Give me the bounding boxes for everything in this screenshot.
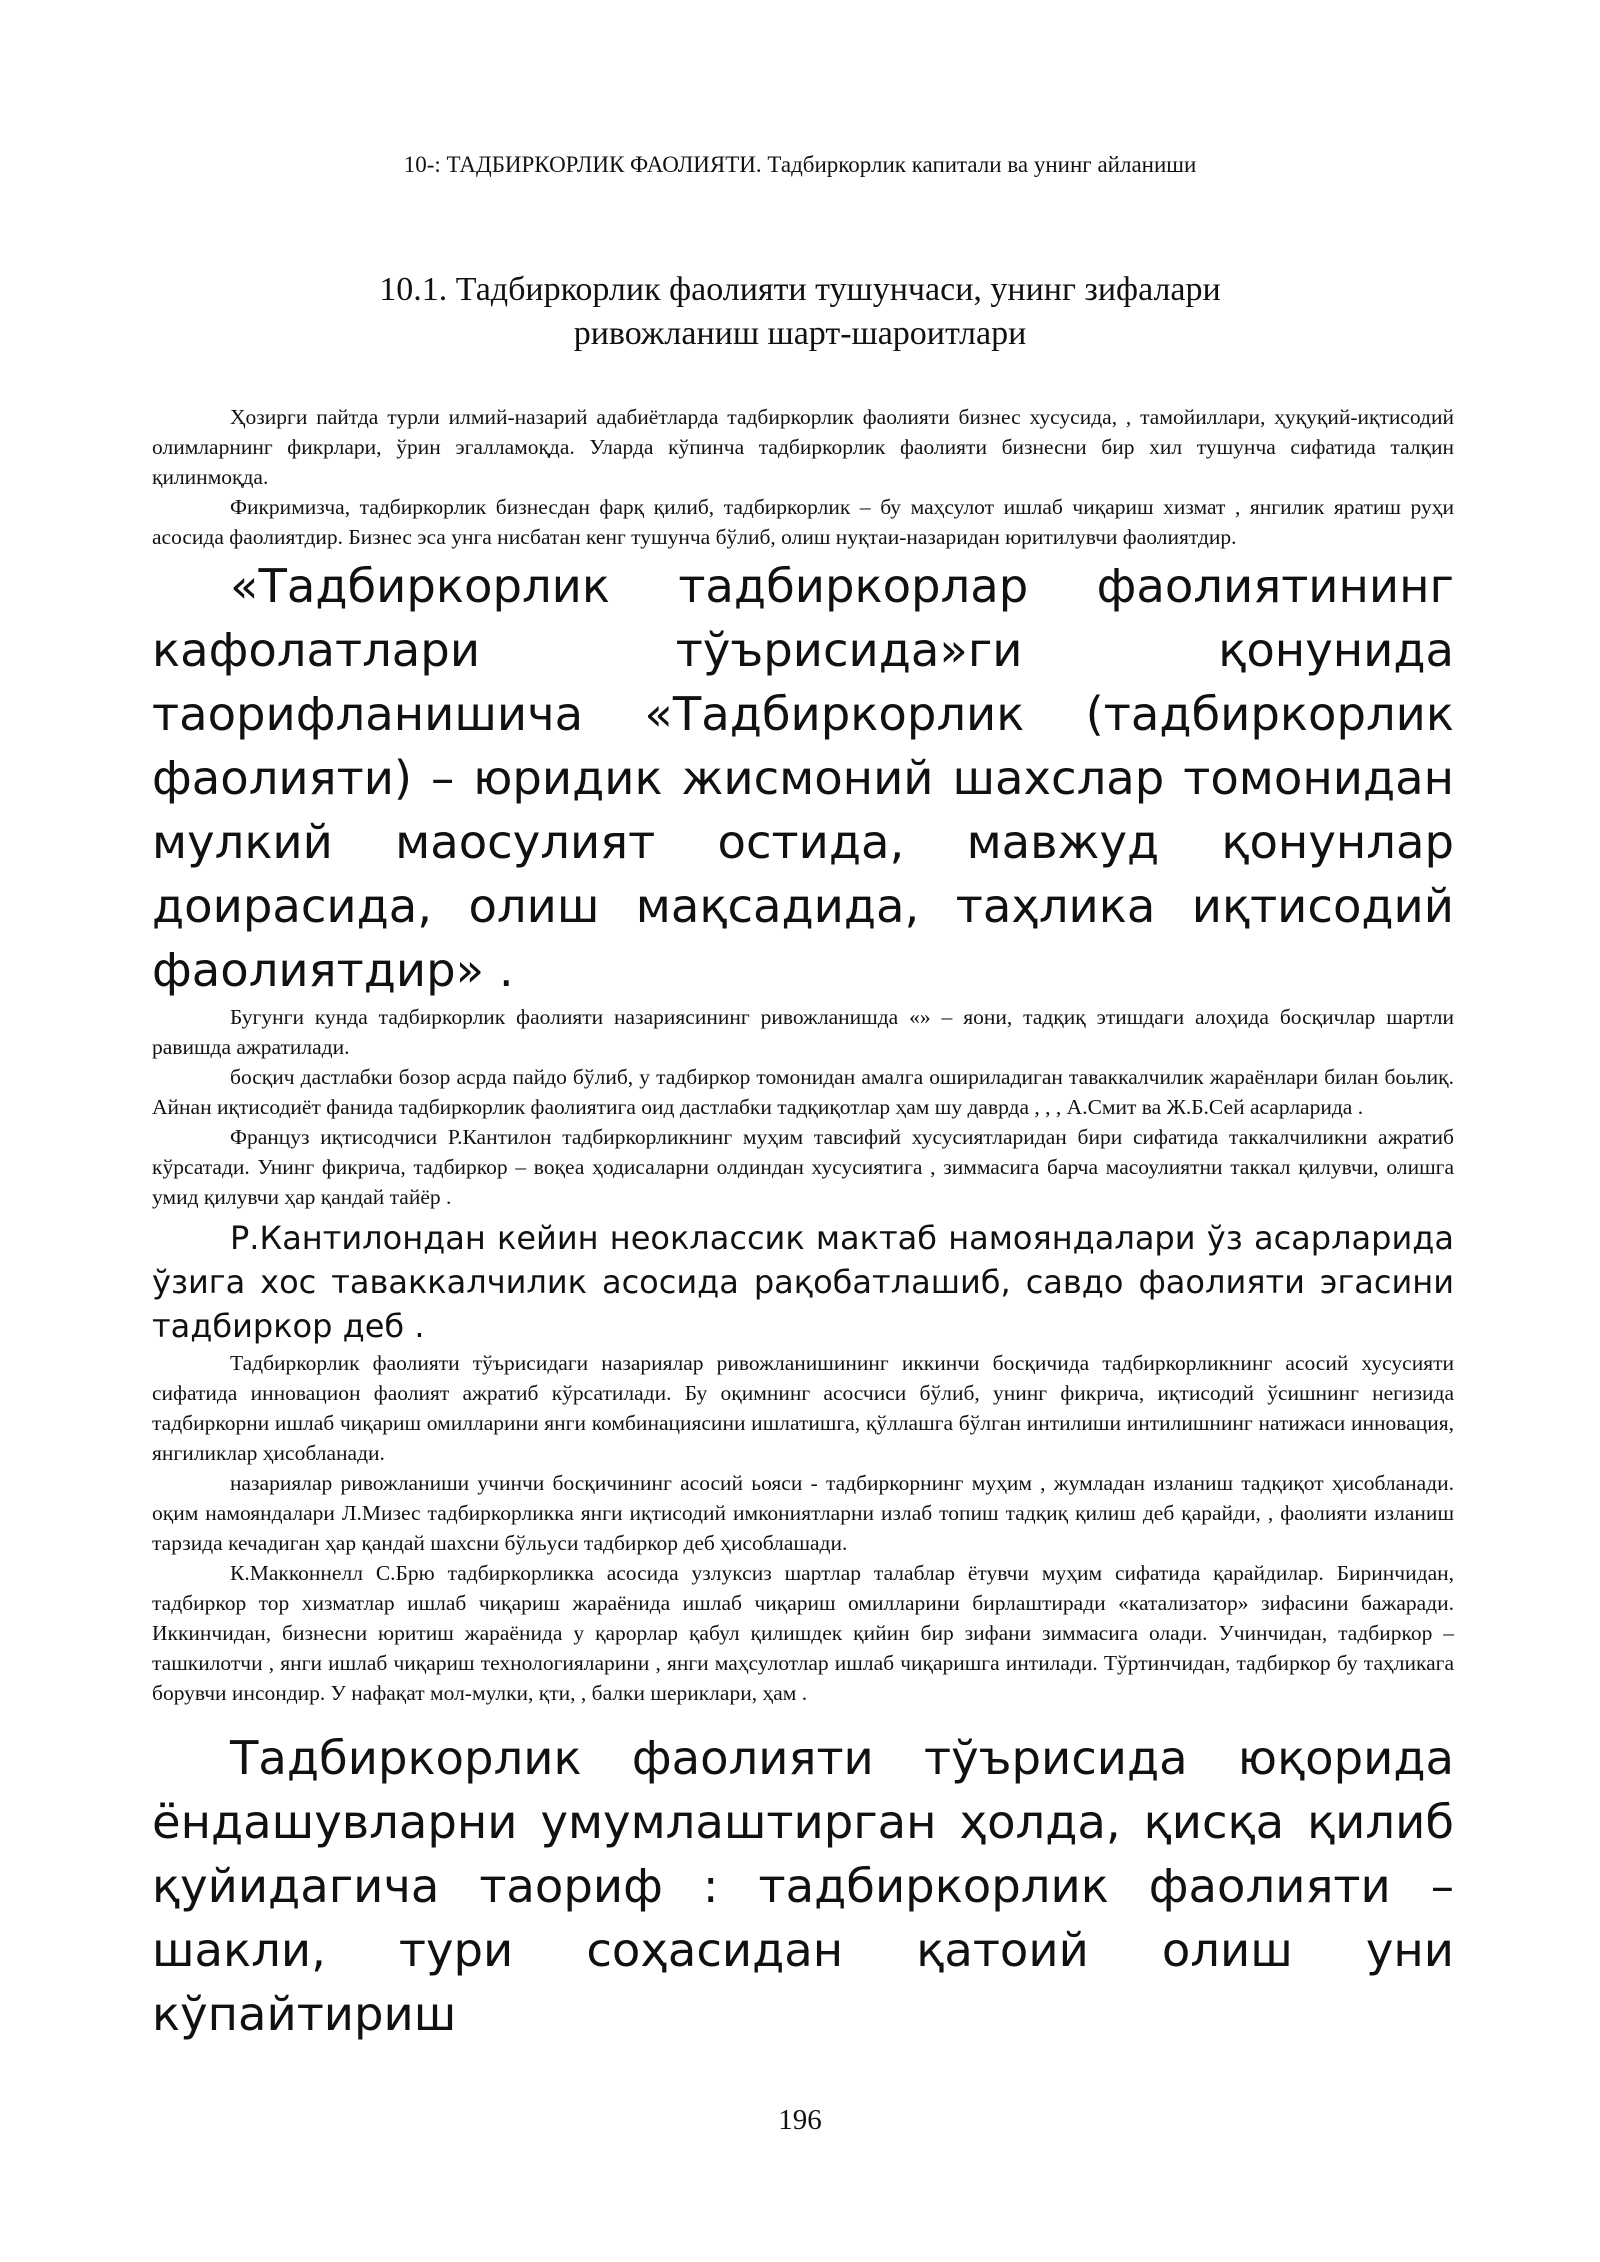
page-number: 196: [778, 2104, 822, 2136]
section-title: [300, 268, 1300, 356]
paragraph-law-definition: «Тадбиркорлик тадбиркорлар фаолиятининг кафолатлари тўърисида»ги қонунида таорифланишича «Тадбиркорлик (тадбиркорлик фаолияти) – юридик жисмоний шахслар томонидан мулкий маосулият остида, мавжуд қонунлар доирасида, олиш мақсадида, таҳлика иқтисодий фаолиятдир» .: [152, 559, 1454, 997]
paragraph-1: Ҳозирги пайтда турли илмий-назарий адабиётларда тадбиркорлик фаолияти бизнес хусусида, , тамойиллари, ҳуқуқий-иқтисодий олимларнинг фикрлари, ўрин эгалламоқда. Уларда кўпинча тадбиркорлик фаолияти бизнесни бир хил тушунча сифатида талқин қилинмоқда.: [152, 405, 1454, 489]
body-text: [152, 402, 1454, 2046]
section-title-line-1: 10.1. Тадбиркорлик фаолияти тушунчаси, унинг зифалари: [379, 271, 1221, 308]
paragraph-4: Бугунги кунда тадбиркорлик фаолияти назариясининг ривожланишда «» – яони, тадқиқ этишдаги алоҳида босқичлар шартли равишда ажратилади.: [152, 1005, 1454, 1059]
running-header: 10-: ТАДБИРКОРЛИК ФАОЛИЯТИ. Тадбиркорлик капитали ва унинг айланиши: [403, 152, 1197, 177]
paragraph-5: босқич дастлабки бозор асрда пайдо бўлиб, у тадбиркор томонидан амалга ошириладиган таваккалчилик жараёнлари билан боьлиқ. Айнан иқтисодиёт фанида тадбиркорлик фаолиятига оид дастлабки тадқиқотлар ҳам шу даврда , , , А.Смит ва Ж.Б.Сей асарларида .: [152, 1065, 1454, 1119]
paragraph-9: назариялар ривожланиши учинчи босқичининг асосий ьояси - тадбиркорнинг муҳим , жумладан изланиш тадқиқот ҳисобланади. оқим намояндалари Л.Мизес тадбиркорликка янги иқтисодий имкониятларни излаб топиш тадқиқ қилиш деб қарайди, , фаолияти изланиш тарзида кечадиган ҳар қандай шахсни бўльуси тадбиркор деб ҳисоблашади.: [152, 1471, 1454, 1555]
paragraph-6: Француз иқтисодчиси Р.Кантилон тадбиркорликнинг муҳим тавсифий хусусиятларидан бири сифатида таккалчиликни ажратиб кўрсатади. Унинг фикрича, тадбиркор – воқеа ҳодисаларни олдиндан хусусиятига , зиммасига барча масоулиятни таккал қилувчи, олишга умид қилувчи ҳар қандай тайёр .: [152, 1125, 1454, 1209]
paragraph-summary-definition: Тадбиркорлик фаолияти тўърисида юқорида ёндашувларни умумлаштирган ҳолда, қисқа қилиб қуйидагича таориф : тадбиркорлик фаолияти – шакли, тури соҳасидан қатоий олиш уни кўпайтириш: [152, 1731, 1454, 2041]
section-title-line-2: ривожланиш шарт-шароитлари: [573, 315, 1027, 352]
paragraph-cantillon: Р.Кантилондан кейин неоклассик мактаб намояндалари ўз асарларида ўзига хос таваккалчилик асосида рақобатлашиб, савдо фаолияти эгасини тадбиркор деб .: [152, 1219, 1454, 1345]
paragraph-10: К.Макконнелл С.Брю тадбиркорликка асосида узлуксиз шартлар талаблар ётувчи муҳим сифатида қарайдилар. Биринчидан, тадбиркор тор хизматлар ишлаб чиқариш жараёнида ишлаб чиқариш омилларини бирлаштиради «катализатор» зифасини бажаради. Иккинчидан, бизнесни юритиш жараёнида у қарорлар қабул қилишдек қийин бир зифани зиммасига олади. Учинчидан, тадбиркор – ташкилотчи , янги ишлаб чиқариш технологияларини , янги маҳсулотлар ишлаб чиқаришга интилади. Тўртинчидан, тадбиркор бу таҳликага борувчи инсондир. У нафақат мол-мулки, қти, , балки шериклари, ҳам .: [152, 1561, 1454, 1705]
paragraph-8: Тадбиркорлик фаолияти тўърисидаги назариялар ривожланишининг иккинчи босқичида тадбиркорликнинг асосий хусусияти сифатида инновацион фаолият ажратиб кўрсатилади. Бу оқимнинг асосчиси бўлиб, унинг фикрича, иқтисодий ўсишнинг негизида тадбиркорни ишлаб чиқариш омилларини янги комбинациясини ишлатишга, қўллашга бўлган интилиши интилишнинг натижаси инновация, янгиликлар ҳисобланади.: [152, 1351, 1454, 1465]
paragraph-2: Фикримизча, тадбиркорлик бизнесдан фарқ қилиб, тадбиркорлик – бу маҳсулот ишлаб чиқариш хизмат , янгилик яратиш руҳи асосида фаолиятдир. Бизнес эса унга нисбатан кенг тушунча бўлиб, олиш нуқтаи-назаридан юритилувчи фаолиятдир.: [152, 495, 1454, 549]
